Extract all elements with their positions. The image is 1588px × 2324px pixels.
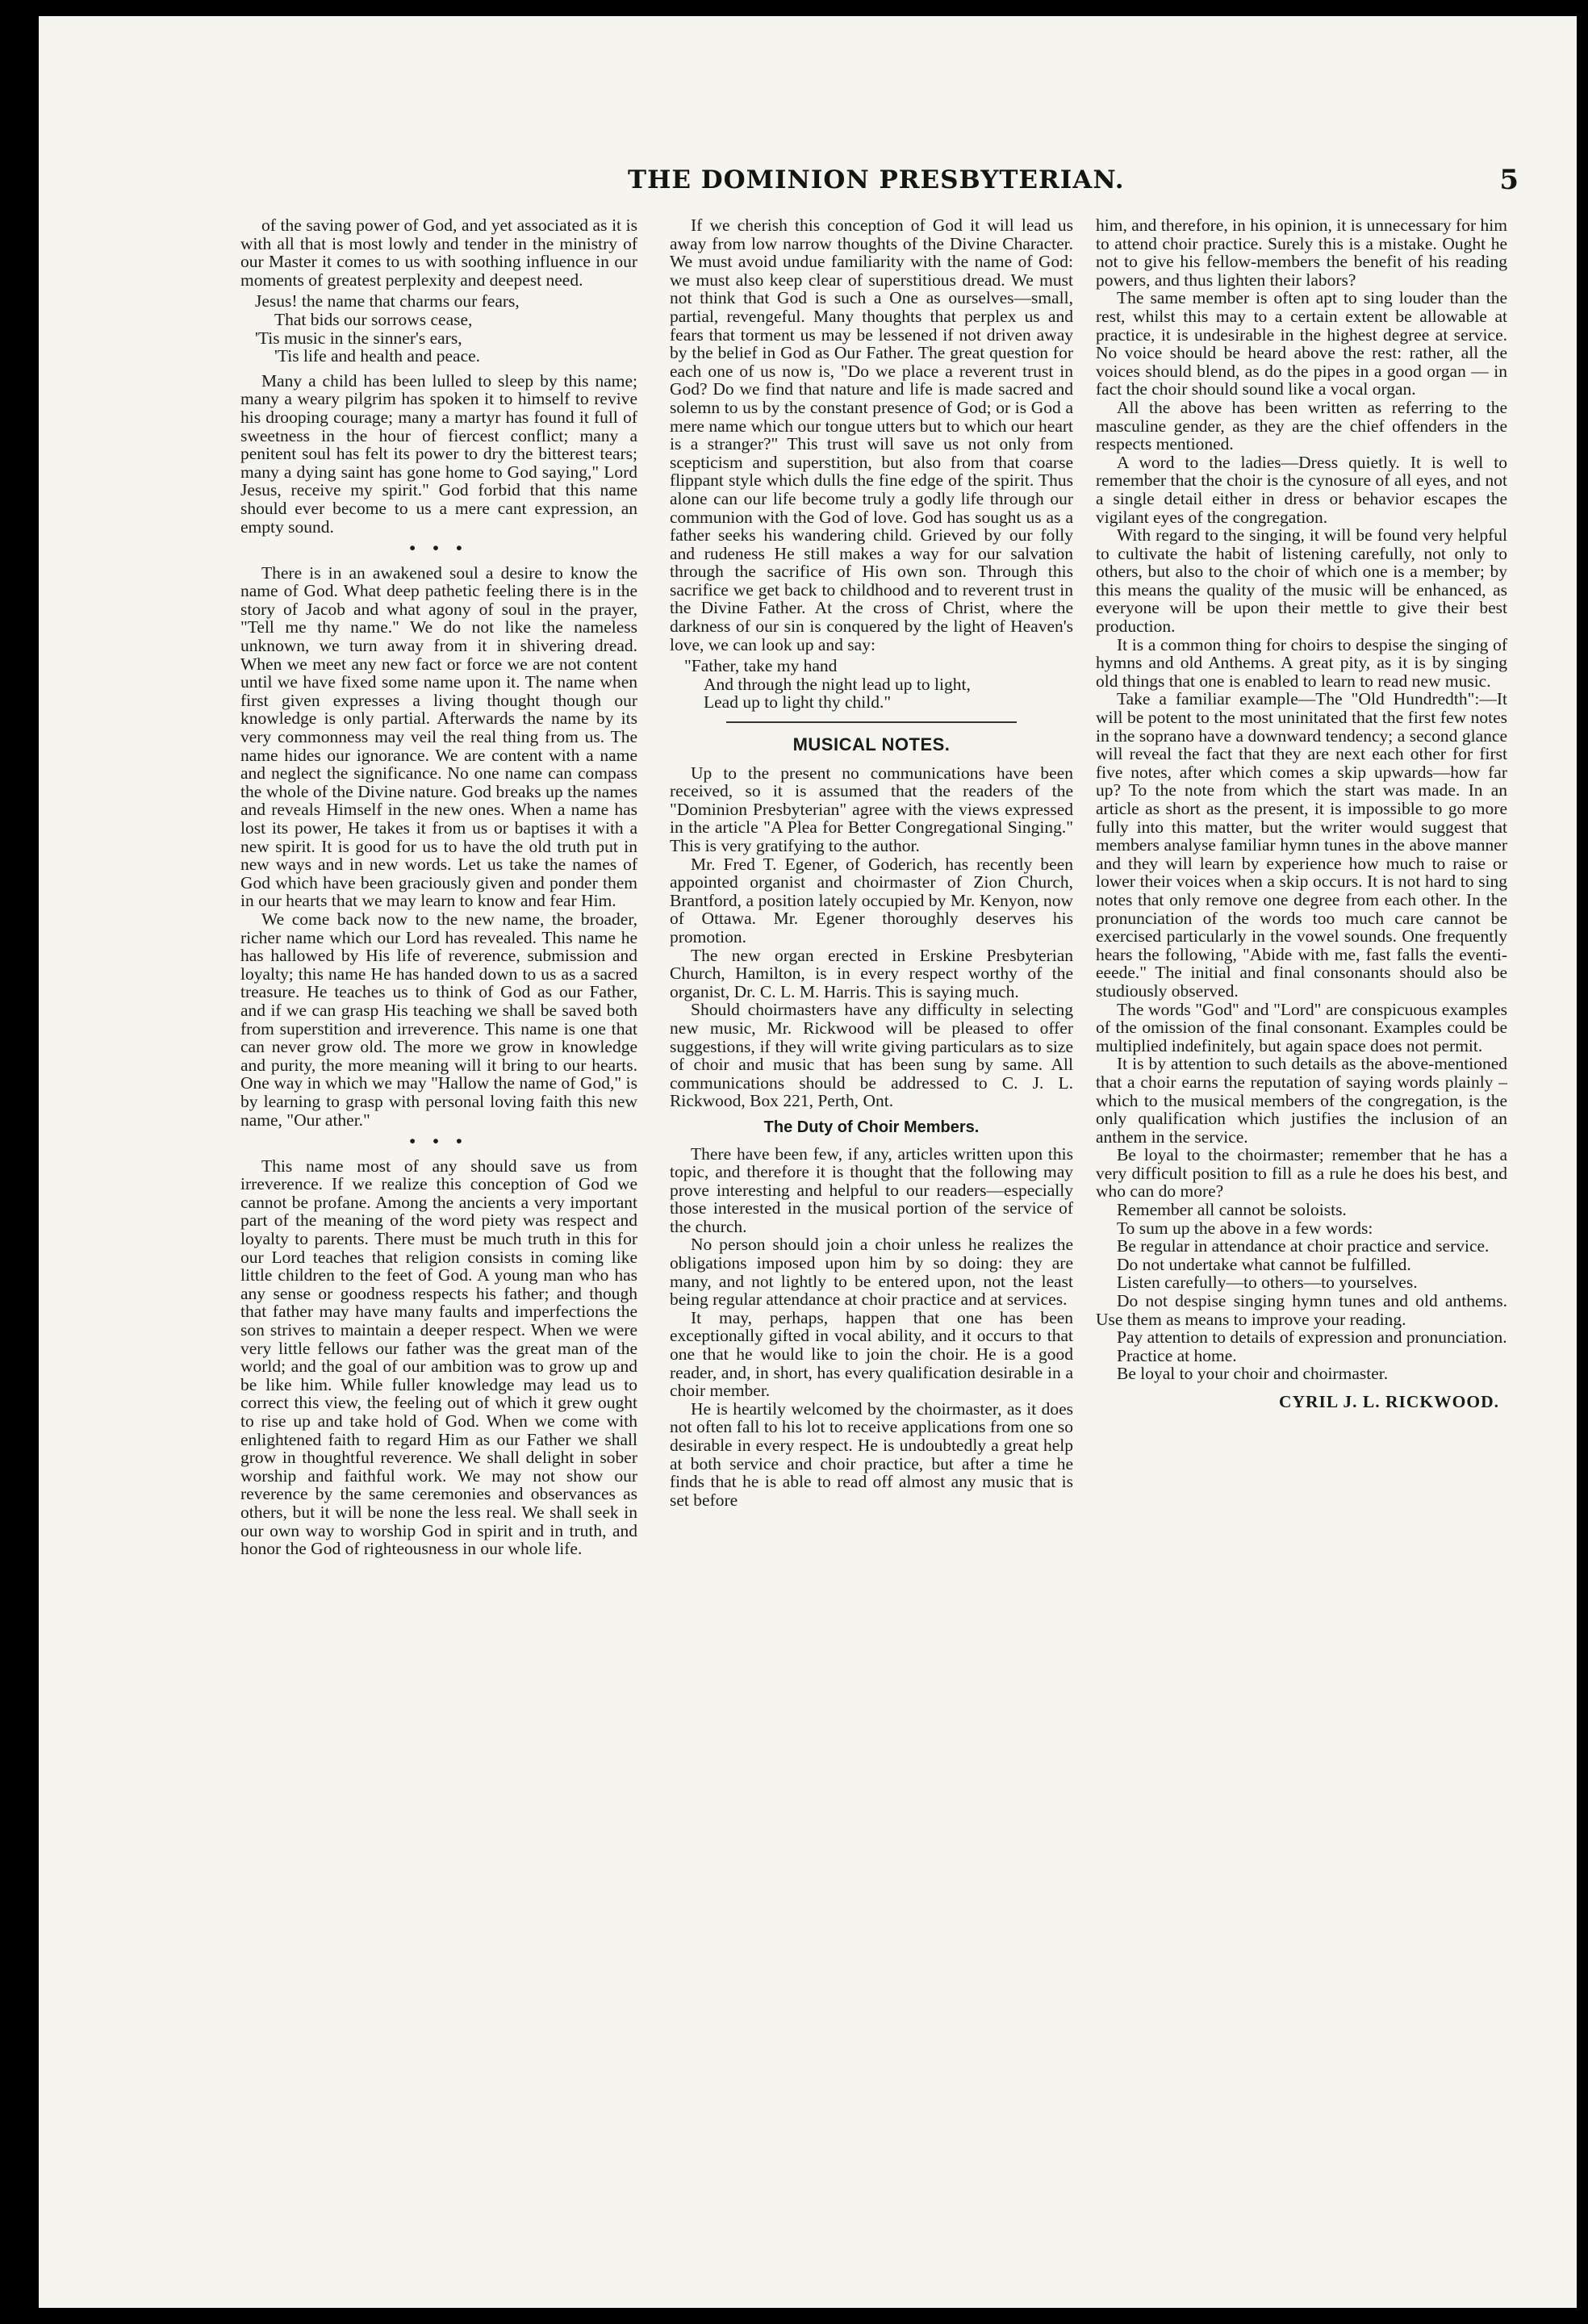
paragraph: It is a common thing for choirs to despise the singing of hymns and old Anthems. A great pity, as it is by singing old things that one is enabled to learn to read new music. (1096, 634, 1507, 691)
section-divider: • • • (409, 538, 469, 558)
paragraph: Remember all cannot be soloists. (1117, 1200, 1347, 1220)
paragraph: Be loyal to the choirmaster; remember that he has a very difficult position to fill as a rule he does his best, and who can do more? (1096, 1145, 1507, 1202)
paragraph: All the above has been written as referring to the masculine gender, as they are the chief offenders in the respects mentioned. (1096, 397, 1507, 454)
paragraph: The same member is often apt to sing louder than the rest, whilst this may to a certain extent be allowable at practice, it is undesirable in the highest degree at service. No voice should be heard above the rest: rather, all the voices should blend, as do the pipes in a good organ — in fact the choir should sound like a vocal organ. (1096, 288, 1507, 399)
paragraph: Listen carefully—to others—to yourselves. (1117, 1273, 1418, 1293)
horizontal-rule (726, 721, 1017, 723)
paragraph: of the saving power of God, and yet associated as it is with all that is most lowly and tender in the ministry of our Master it comes to us with soothing influence in our moments of greatest perplexity and deepest need. (240, 215, 637, 290)
paragraph: There have been few, if any, articles written upon this topic, and therefore it is thought that the following may prove interesting and helpful to our readers—especially those interested in the musical portion of the service of the church. (670, 1143, 1073, 1236)
verse-line: That bids our sorrows cease, (274, 309, 473, 329)
paragraph: Be loyal to your choir and choirmaster. (1117, 1364, 1389, 1384)
page-header (39, 157, 1577, 206)
paragraph: If we cherish this conception of God it will lead us away from low narrow thoughts of the Divine Character. We must avoid undue familiarity with the name of God: we must also keep clear of superstitious dread. We must not think that God is such a One as ourselves—small, partial, revengeful. Many thoughts that perplex us and fears that torment us may be lessened if not driven away by the belief in God as Our Father. The great question for each one of us now is, "Do we place a reverent trust in God? Do we find that nature and life is made sacred and solemn to us by the constant presence of God; or is God a mere name which our tongue utters but to which our heart is a stranger?" This trust will save us not only from scepticism and superstition, but also from that coarse flippant style which dulls the fine edge of the spirit. Thus alone can our life become truly a godly life through our communion with the God of love. God has sought us as a father seeks his wandering child. Grieved by our folly and rudeness He still makes a way for our salvation through the sacrifice of His own son. Through this sacrifice we get back to childhood and to reverent trust in the Divine Father. At the cross of Christ, where the darkness of our sin is conquered by the light of Heaven's love, we can look up and say: (670, 215, 1073, 654)
verse-line: Lead up to light thy child." (704, 692, 892, 713)
verse-line: 'Tis life and health and peace. (274, 346, 481, 366)
paragraph: It may, perhaps, happen that one has been exceptionally gifted in vocal ability, and it occurs to that one that he would like to join the choir. He is a good reader, and, in short, has every qualification desirable in a choir member. (670, 1307, 1073, 1401)
paragraph: There is in an awakened soul a desire to know the name of God. What deep pathetic feeling there is in the story of Jacob and what agony of soul in the prayer, "Tell me thy name." We do not like the nameless unknown, we turn away from it in shivering dread. When we meet any new fact or force we are not content until we have fixed some name upon it. The name when first given expresses a living thought though our knowledge is only partial. Afterwards the name by its very commonness may veil the real thing from us. The name hides our ignorance. We are content with a name and neglect the significance. No one name can compass the whole of the Divine nature. God breaks up the names and reveals Himself in the new ones. When a name has lost its power, He takes it from us or baptises it with a new spirit. It is good for us to have the old truth put in new ways and in new words. Let us take the names of God which have been graciously given and ponder them in our hearts that we may learn to know and fear Him. (240, 562, 637, 911)
paragraph: Pay attention to details of expression and pronunciation. (1117, 1327, 1507, 1348)
section-divider: • • • (409, 1131, 469, 1152)
column-1 (240, 216, 637, 1558)
newspaper-page (39, 16, 1577, 2308)
paragraph: This name most of any should save us from irreverence. If we realize this conception of God we cannot be profane. Among the ancients a very important part of the meaning of the word piety was respect and loyalty to parents. There must be much truth in this for our Lord teaches that religion consists in coming like little children to the feet of God. A young man who has any sense or goodness respects his father; and though that father may have many faults and imperfections the son strives to maintain a deeper respect. When we were very little fellows our father was the great man of the world; and the goal of our ambition was to grow up and be like him. While fuller knowledge may lead us to correct this view, the feeling out of which it grew ought to rise up and take hold of God. When we come with enlightened faith to regard Him as our Father we shall grow in thoughtful reverence. We shall delight in sober worship and faithful work. We may not show our reverence by the same ceremonies and observances as others, but it will be none the less real. We shall seek in our own way to worship God in spirit and in truth, and honor the God of righteousness in our whole life. (240, 1156, 637, 1559)
paragraph: With regard to the singing, it will be found very helpful to cultivate the habit of listening carefully, not only to others, but also to the choir of which one is a member; by this means the quality of the music will be enhanced, as everyone will be upon their mettle to give their best production. (1096, 525, 1507, 637)
verse-line: And through the night lead up to light, (704, 674, 971, 694)
paragraph: Do not undertake what cannot be fulfilled. (1117, 1254, 1411, 1274)
paragraph: Many a child has been lulled to sleep by this name; many a weary pilgrim has spoken it to himself to revive his drooping courage; many a martyr has found it full of sweetness in the hour of fiercest conflict; many a penitent soul has felt its power to dry the bitterest tears; many a dying saint has gone home to God saying," Lord Jesus, receive my spirit." God forbid that this name should ever become to us a mere cant expression, an empty sound. (240, 370, 637, 537)
newspaper-title: THE DOMINION PRESBYTERIAN. (628, 165, 1125, 194)
paragraph: We come back now to the new name, the broader, richer name which our Lord has revealed. This name he has hallowed by His life of reverence, submission and loyalty; this name He has handed down to us as a sacred treasure. He teaches us to think of God as our Father, and if we can grasp His teaching we shall be saved both from superstition and irreverence. This name is one that can never grow old. The more we grow in knowledge and purity, the more meaning will it bring to our hearts. One way in which we may "Hallow the name of God," is by learning to grasp with personal loving faith this new name, "Our ather." (240, 909, 637, 1130)
paragraph: The new organ erected in Erskine Presbyterian Church, Hamilton, is in every respect worthy of the organist, Dr. C. L. M. Harris. This is saying much. (670, 945, 1073, 1001)
paragraph: Should choirmasters have any difficulty in selecting new music, Mr. Rickwood will be pleased to offer suggestions, if they will write giving particulars as to size of choir and music that has been sung by same. All communications should be addressed to C. J. L. Rickwood, Box 221, Perth, Ont. (670, 1000, 1073, 1111)
sub-heading: The Duty of Choir Members. (763, 1118, 980, 1136)
paragraph: The words "God" and "Lord" are conspicuous examples of the omission of the final consonant. Examples could be multiplied indefinitely, but again space does not permit. (1096, 999, 1507, 1055)
paragraph: him, and therefore, in his opinion, it is unnecessary for him to attend choir practice. Surely this is a mistake. Ought he not to give his fellow-members the benefit of his reading powers, and thus lighten their labors? (1096, 215, 1507, 290)
verse-line: "Father, take my hand (684, 656, 838, 676)
paragraph: Be regular in attendance at choir practice and service. (1117, 1236, 1490, 1256)
author-signature: CYRIL J. L. RICKWOOD. (1278, 1392, 1499, 1411)
paragraph: He is heartily welcomed by the choirmaster, as it does not often fall to his lot to receive applications from one so desirable in every respect. He is undoubtedly a great help at both service and choir practice, but after a time he finds that he is able to read off almost any music that is set before (670, 1398, 1073, 1510)
paragraph: To sum up the above in a few words: (1117, 1218, 1373, 1238)
paragraph: A word to the ladies—Dress quietly. It is well to remember that the choir is the cynosure of all eyes, and not a single detail either in dress or behavior escapes the vigilant eyes of the congregation. (1096, 452, 1507, 527)
verse-block (240, 292, 637, 365)
verse-block (670, 657, 1073, 712)
paragraph: Mr. Fred T. Egener, of Goderich, has recently been appointed organist and choirmaster of Zion Church, Brantford, a position lately occupied by Mr. Kenyon, now of Ottawa. Mr. Egener thoroughly deserves his promotion. (670, 854, 1073, 947)
paragraph: No person should join a choir unless he realizes the obligations imposed upon him by so doing: they are many, and not lightly to be entered upon, not the least being regular attendance at choir practice and at services. (670, 1235, 1073, 1310)
column-3 (1096, 216, 1507, 1411)
paragraph: Take a familiar example—The "Old Hundredth":—It will be potent to the most uninitated that the first few notes in the soprano have a downward tendency; a second glance will reveal the fact that they are next each other for first five notes, after which comes a skip upwards—how far up? To the note from which the start was made. In an article as short as the present, it is impossible to go more fully into this matter, but the writer would suggest that members analyse familiar hymn tunes in the above manner and they will learn by experience how much to raise or lower their voices when a skip occurs. It is not hard to sing notes that only remove one degree from each other. In the pronunciation of the words too much care cannot be exercised particularly in the vowel sounds. One frequently hears the following, "Abide with me, fast falls the eventi-eeede." The initial and final consonants should also be studiously observed. (1096, 689, 1507, 1001)
paragraph: It is by attention to such details as the above-mentioned that a choir earns the reputation of saying words plainly – which to the musical members of the congregation, is the only qualification which justifies the inclusion of an anthem in the service. (1096, 1054, 1507, 1147)
paragraph: Up to the present no communications have been received, so it is assumed that the readers of the "Dominion Presbyterian" agree with the views expressed in the article "A Plea for Better Congregational Singing." This is very gratifying to the author. (670, 763, 1073, 855)
verse-line: 'Tis music in the sinner's ears, (255, 328, 462, 348)
verse-line: Jesus! the name that charms our fears, (255, 291, 520, 311)
column-2 (670, 216, 1073, 1509)
paragraph: Practice at home. (1117, 1345, 1237, 1365)
section-heading: MUSICAL NOTES. (792, 734, 951, 755)
page-number: 5 (1499, 164, 1519, 196)
paragraph: Do not despise singing hymn tunes and old anthems. Use them as means to improve your reading. (1096, 1291, 1507, 1329)
